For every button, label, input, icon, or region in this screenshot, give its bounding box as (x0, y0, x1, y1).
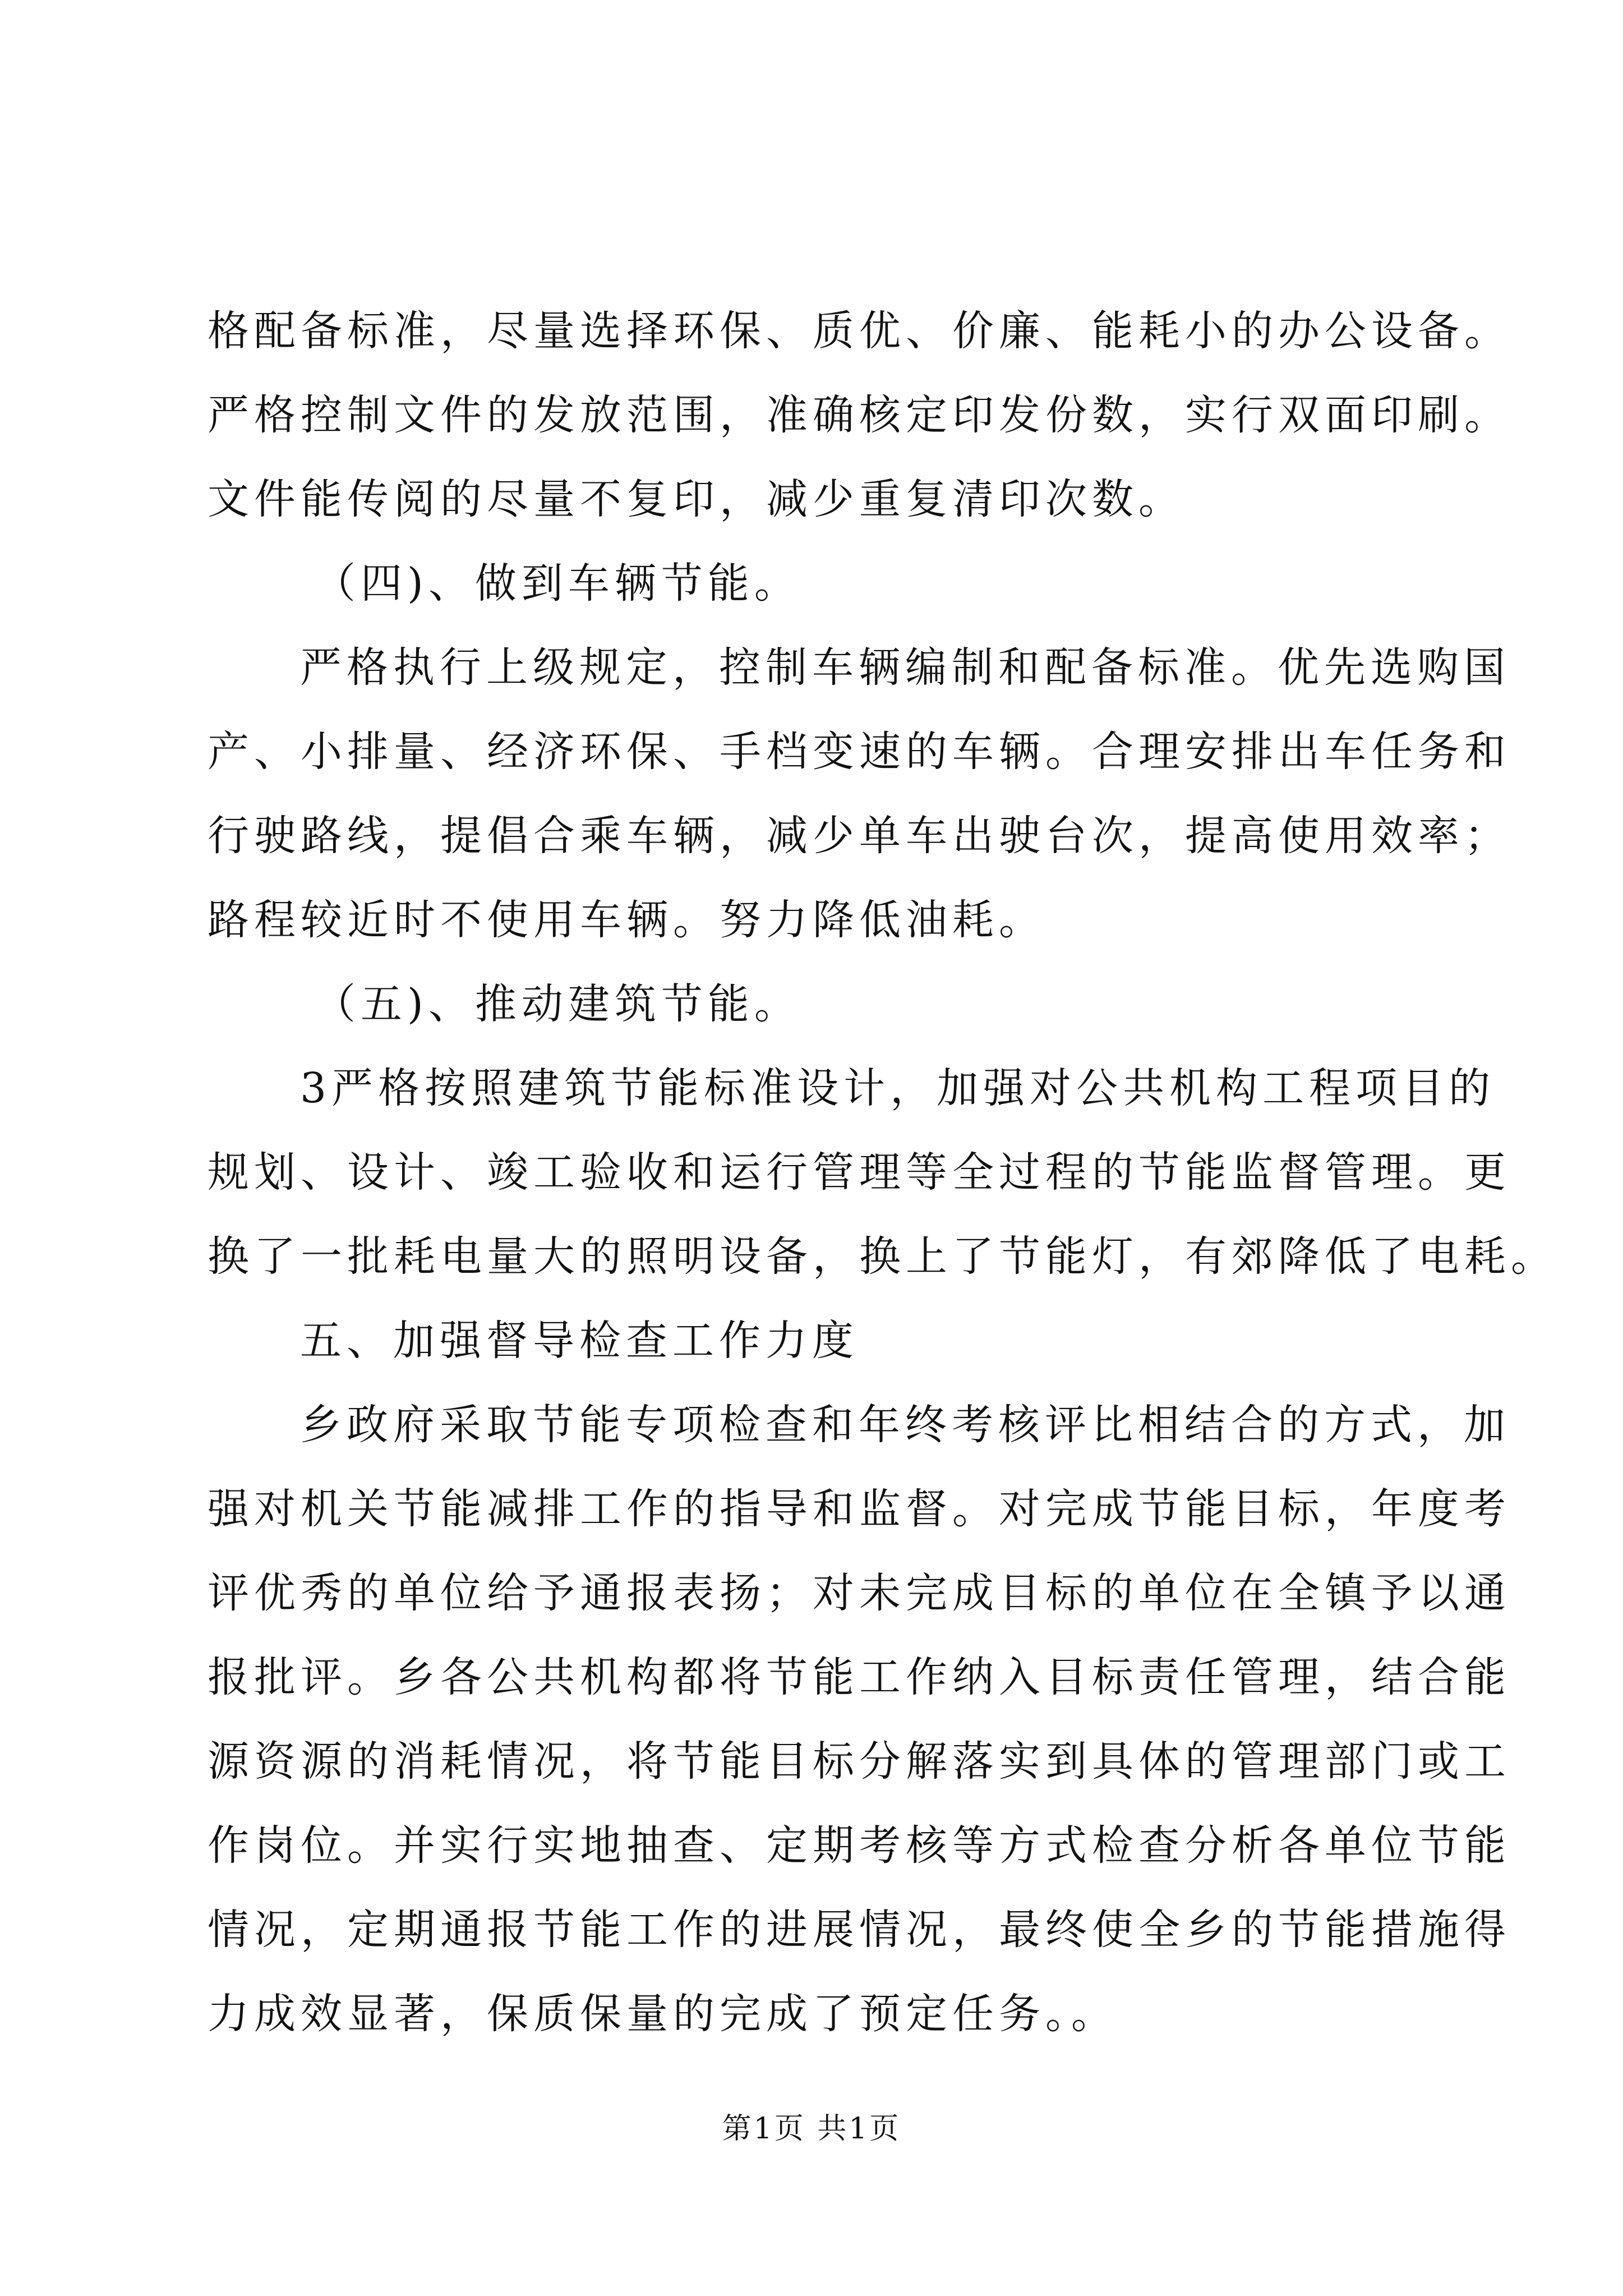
text-line: 格配备标准，尽量选择环保、质优、价廉、能耗小的办公设备。 (208, 307, 1511, 355)
section-heading: 五、加强督导检查工作力度 (300, 1317, 859, 1365)
section-heading: （四)、做到车辆节能。 (314, 559, 801, 608)
text-line: 换了一批耗电量大的照明设备，换上了节能灯，有郊降低了电耗。 (208, 1232, 1557, 1281)
text-line: 严格控制文件的发放范围，准确核定印发份数，实行双面印刷。 (208, 391, 1511, 439)
paragraph-first-line: 严格执行上级规定，控制车辆编制和配备标准。优先选购国 (300, 643, 1510, 692)
text-line: 规划、设计、竣工验收和运行管理等全过程的节能监督管理。更 (208, 1148, 1511, 1197)
text-line: 产、小排量、经济环保、手档变速的车辆。合理安排出车任务和 (208, 728, 1511, 776)
text-line: 报批评。乡各公共机构都将节能工作纳入目标责任管理，结合能 (208, 1653, 1511, 1701)
text-line: 路程较近时不使用车辆。努力降低油耗。 (208, 896, 1045, 944)
text-line: 情况，定期通报节能工作的进展情况，最终使全乡的节能措施得 (208, 1906, 1511, 1954)
text-line: 文件能传阅的尽量不复印，减少重复清印次数。 (208, 475, 1185, 523)
section-heading: （五)、推动建筑节能。 (314, 980, 801, 1028)
text-line: 力成效显著，保质保量的完成了预定任务。。 (208, 1990, 1118, 2038)
text-line: 作岗位。并实行实地抽查、定期考核等方式检查分析各单位节能 (208, 1821, 1511, 1870)
text-line: 强对机关节能减排工作的指导和监督。对完成节能目标，年度考 (208, 1485, 1511, 1533)
paragraph-first-line: 3严格按照建筑节能标准设计，加强对公共机构工程项目的 (300, 1064, 1496, 1112)
text-line: 评优秀的单位给予通报表扬；对未完成目标的单位在全镇予以通 (208, 1569, 1511, 1617)
text-line: 行驶路线，提倡合乘车辆，减少单车出驶台次，提高使用效率； (208, 812, 1511, 860)
page-number-footer: 第1页 共1页 (722, 2112, 901, 2146)
text-line: 源资源的消耗情况，将节能目标分解落实到具体的管理部门或工 (208, 1737, 1511, 1786)
paragraph-first-line: 乡政府采取节能专项检查和年终考核评比相结合的方式，加 (300, 1401, 1510, 1449)
